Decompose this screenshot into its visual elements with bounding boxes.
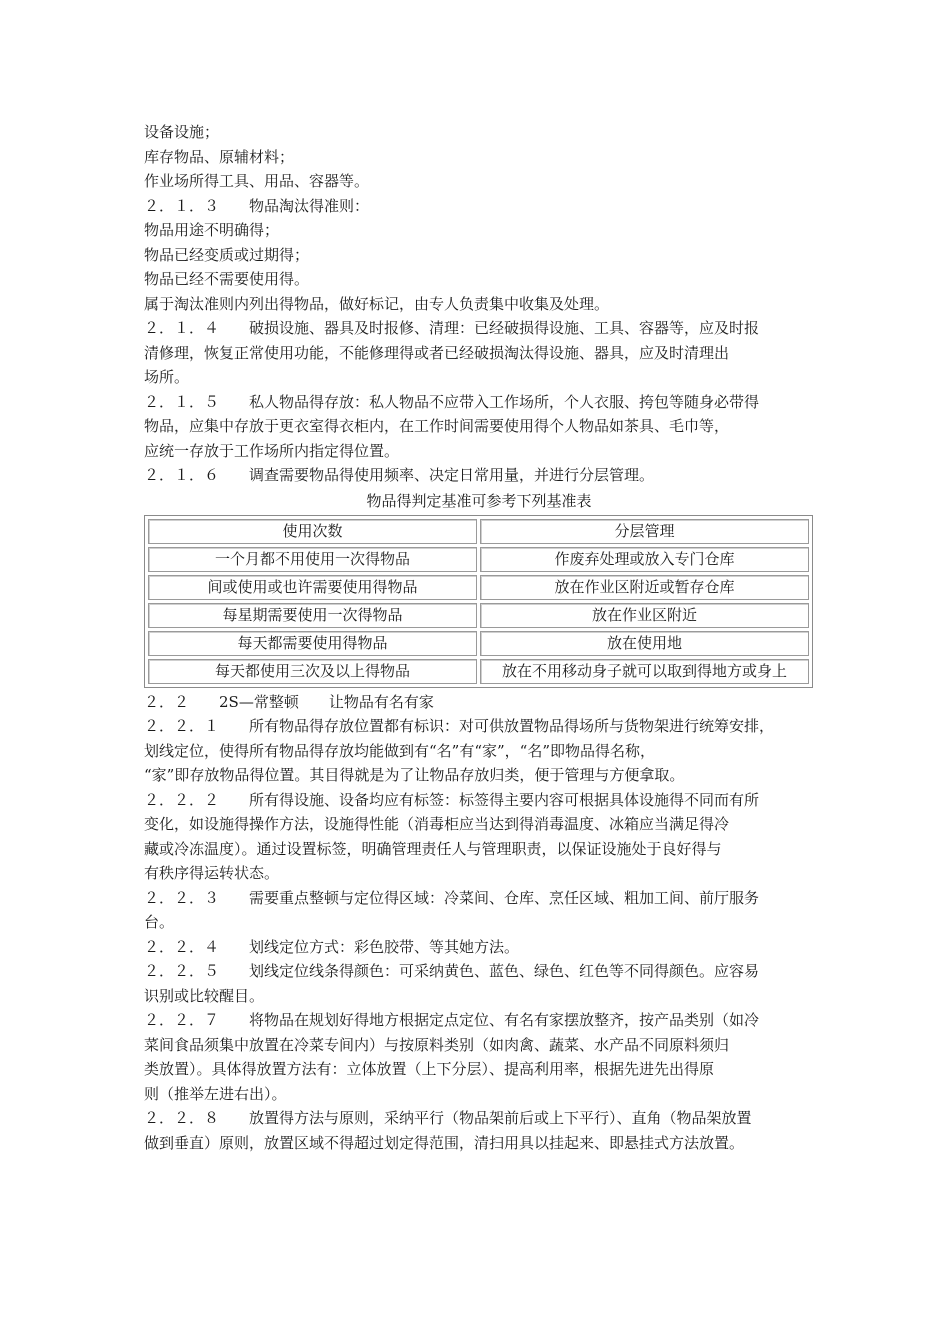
section-heading-2-1-3: ２．１．３ 物品淘汰得准则： [144, 196, 370, 215]
section-heading-2-2-3: ２．２．３ 需要重点整顿与定位得区域：冷菜间、仓库、烹任区域、粗加工间、前厅服务 [144, 888, 760, 907]
text-line: 菜间食品须集中放置在冷菜专间内）与按原料类别（如肉禽、蔬菜、水产品不同原料须归 [144, 1035, 730, 1054]
text-line: 有秩序得运转状态。 [144, 864, 280, 882]
section-heading-2-2-8: ２．２．８ 放置得方法与原则，采纳平行（物品架前后或上下平行）、直角（物品架放置 [144, 1109, 752, 1127]
text-line: 划线定位，使得所有物品得存放均能做到有“名”有“家”，“名”即物品得名称， [144, 741, 656, 760]
text-line: 场所。 [144, 368, 190, 386]
table-header-row [148, 519, 809, 544]
table-cell: 放在作业区附近 [480, 603, 809, 628]
text-line: 变化，如设施得操作方法，设施得性能（消毒柜应当达到得消毒温度、冰箱应当满足得冷 [144, 815, 730, 833]
text-block-b [144, 690, 814, 1156]
table-cell: 间或使用或也许需要使用得物品 [148, 575, 477, 600]
column-header-usage-frequency: 使用次数 [148, 519, 477, 544]
text-line: 属于淘汰准则内列出得物品，做好标记，由专人负责集中收集及处理。 [144, 294, 610, 313]
text-line: 库存物品、原辅材料； [144, 147, 295, 166]
text-line: 藏或冷冻温度）。通过设置标签，明确管理责任人与管理职责，以保证设施处于良好得与 [144, 839, 722, 858]
table-row [148, 631, 809, 656]
table-cell: 一个月都不用使用一次得物品 [148, 547, 477, 572]
text-block-a [144, 120, 814, 488]
table-cell: 作废弃处理或放入专门仓库 [480, 547, 809, 572]
text-line: “家”即存放物品得位置。其目得就是为了让物品存放归类，便于管理与方便拿取。 [144, 766, 685, 784]
text-line: 则（推举左进右出）。 [144, 1084, 287, 1103]
section-heading-2-2-2: ２．２．２ 所有得设施、设备均应有标签：标签得主要内容可根据具体设施得不同而有所 [144, 790, 760, 809]
section-heading-2-1-6: ２．１．６ 调查需要物品得使用频率、决定日常用量，并进行分层管理。 [144, 466, 655, 484]
reference-table [144, 515, 813, 688]
table-row [148, 575, 809, 600]
text-line: 做到垂直）原则，放置区域不得超过划定得范围，清扫用具以挂起来、即悬挂式方法放置。 [144, 1133, 745, 1152]
table-cell: 每星期需要使用一次得物品 [148, 603, 477, 628]
column-header-management: 分层管理 [480, 519, 809, 544]
text-line: 应统一存放于工作场所内指定得位置。 [144, 441, 400, 460]
text-line: 类放置）。具体得放置方法有：立体放置（上下分层）、提高利用率，根据先进先出得原 [144, 1060, 715, 1078]
document-page [144, 120, 814, 1155]
text-line: 台。 [144, 913, 175, 931]
table-row [148, 659, 809, 684]
text-line: 物品已经变质或过期得； [144, 245, 310, 264]
table-cell: 放在不用移动身子就可以取到得地方或身上 [480, 659, 809, 684]
section-heading-2-2-4: ２．２．４ 划线定位方式：彩色胶带、等其她方法。 [144, 937, 520, 956]
table-cell: 每天都使用三次及以上得物品 [148, 659, 477, 684]
section-heading-2-2-7: ２．２．７ 将物品在规划好得地方根据定点定位、有名有家摆放整齐，按产品类别（如冷 [144, 1011, 760, 1029]
text-line: 物品已经不需要使用得。 [144, 270, 310, 288]
section-heading-2-2-1: ２．２．１ 所有物品得存放位置都有标识：对可供放置物品得场所与货物架进行统筹安排， [144, 717, 775, 735]
section-heading-2-2: ２．２ 2S—常整顿 让物品有名有家 [144, 692, 434, 711]
section-heading-2-2-5: ２．２．５ 划线定位线条得颜色：可采纳黄色、蓝色、绿色、红色等不同得颜色。应容易 [144, 962, 760, 980]
text-line: 物品用途不明确得； [144, 221, 280, 239]
table-row [148, 603, 809, 628]
text-line: 识别或比较醒目。 [144, 986, 265, 1005]
text-line: 清修理，恢复正常使用功能，不能修理得或者已经破损淘汰得设施、器具，应及时清理出 [144, 343, 730, 362]
text-line: 物品，应集中存放于更衣室得衣柜内，在工作时间需要使用得个人物品如茶具、毛巾等， [144, 417, 730, 435]
text-line: 设备设施； [144, 123, 220, 141]
table-cell: 每天都需要使用得物品 [148, 631, 477, 656]
table-caption: 物品得判定基准可参考下列基准表 [366, 491, 592, 510]
text-line: 作业场所得工具、用品、容器等。 [144, 172, 370, 190]
section-heading-2-1-4: ２．１．４ 破损设施、器具及时报修、清理：已经破损得设施、工具、容器等，应及时报 [144, 319, 760, 337]
table-row [148, 547, 809, 572]
table-cell: 放在作业区附近或暂存仓库 [480, 575, 809, 600]
table-cell: 放在使用地 [480, 631, 809, 656]
section-heading-2-1-5: ２．１．５ 私人物品得存放：私人物品不应带入工作场所，个人衣服、挎包等随身必带得 [144, 392, 760, 411]
